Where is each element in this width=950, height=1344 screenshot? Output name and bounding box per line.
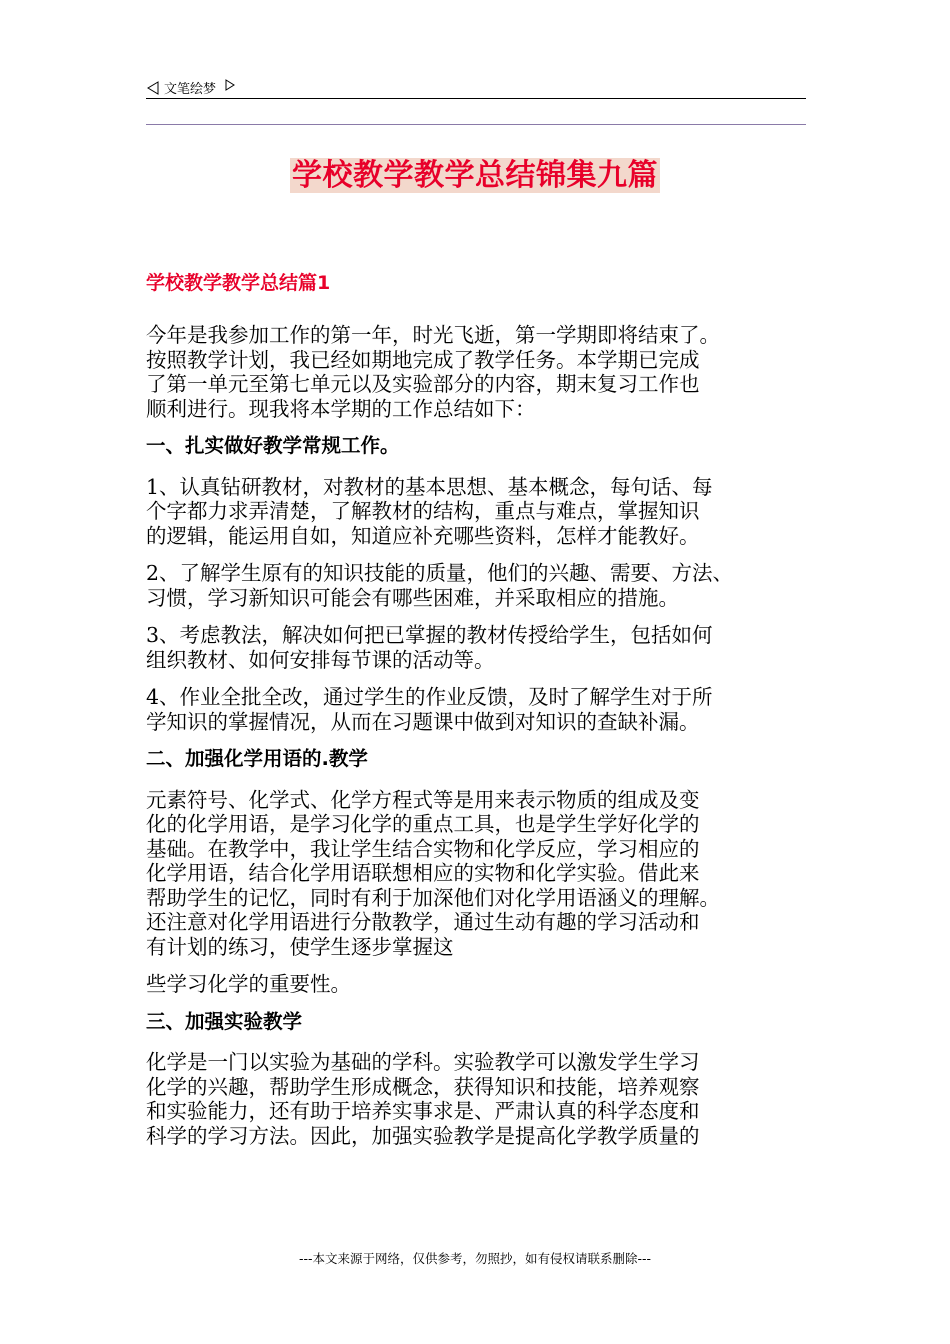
header-subrule xyxy=(146,124,806,125)
subheading xyxy=(146,1010,814,1035)
text-line: 有计划的练习，使学生逐步掌握这 xyxy=(146,934,454,959)
paragraph xyxy=(146,561,814,610)
text-line: 1、认真钻研教材，对教材的基本思想、基本概念，每句话、每 xyxy=(146,474,713,499)
subheading xyxy=(146,434,814,459)
subheading xyxy=(146,747,814,772)
text-line: 顺利进行。现我将本学期的工作总结如下： xyxy=(146,396,536,421)
text-line: 科学的学习方法。因此，加强实验教学是提高化学教学质量的 xyxy=(146,1123,700,1148)
text-line: 和实验能力，还有助于培养实事求是、严肃认真的科学态度和 xyxy=(146,1099,700,1123)
text-line: 化的化学用语，是学习化学的重点工具，也是学生学好化学的 xyxy=(146,812,700,836)
document-title-wrap xyxy=(0,150,950,194)
text-line: 今年是我参加工作的第一年，时光飞逝，第一学期即将结束了。 xyxy=(146,323,720,347)
page-header xyxy=(146,66,806,98)
text-line: 了第一单元至第七单元以及实验部分的内容，期末复习工作也 xyxy=(146,372,700,396)
text-line: 组织教材、如何安排每节课的活动等。 xyxy=(146,647,495,672)
text-line: 2、了解学生原有的知识技能的质量，他们的兴趣、需要、方法、 xyxy=(146,561,734,585)
paragraph xyxy=(146,972,814,997)
text-line: 化学用语，结合化学用语联想相应的实物和化学实验。借此来 xyxy=(146,861,700,885)
paragraph-list xyxy=(146,323,814,1148)
paragraph xyxy=(146,475,814,549)
triangle-left-icon xyxy=(146,81,160,95)
text-line: 帮助学生的记忆，同时有利于加深他们对化学用语涵义的理解。 xyxy=(146,885,720,910)
text-line: 些学习化学的重要性。 xyxy=(146,972,351,996)
paragraph xyxy=(146,623,814,672)
text-line: 元素符号、化学式、化学方程式等是用来表示物质的组成及变 xyxy=(146,787,700,812)
text-line: 二、加强化学用语的.教学 xyxy=(146,747,368,770)
document-title: 学校教学教学总结锦集九篇 xyxy=(292,158,658,193)
text-line: 3、考虑教法，解决如何把已掌握的教材传授给学生，包括如何 xyxy=(146,623,713,647)
text-line: 基础。在教学中，我让学生结合实物和化学反应，学习相应的 xyxy=(146,836,700,861)
text-line: 三、加强实验教学 xyxy=(146,1009,303,1033)
paragraph xyxy=(146,323,814,421)
text-line: 按照教学计划，我已经如期地完成了教学任务。本学期已完成 xyxy=(146,347,700,372)
paragraph xyxy=(146,788,814,960)
header-rule xyxy=(146,98,806,99)
section-title: 学校教学教学总结篇1 xyxy=(146,272,331,294)
text-line: 4、作业全批全改，通过学生的作业反馈，及时了解学生对于所 xyxy=(146,685,713,709)
text-line: 化学是一门以实验为基础的学科。实验教学可以激发学生学习 xyxy=(146,1050,700,1074)
paragraph xyxy=(146,1050,814,1148)
triangle-right-icon xyxy=(224,79,236,91)
text-line: 个字都力求弄清楚，了解教材的结构，重点与难点，掌握知识 xyxy=(146,499,700,523)
document-body xyxy=(146,268,814,1161)
header-brand xyxy=(146,78,236,97)
header-text: 文笔绘梦 xyxy=(164,82,217,97)
text-line: 学知识的掌握情况，从而在习题课中做到对知识的查缺补漏。 xyxy=(146,709,700,734)
text-line: 化学的兴趣，帮助学生形成概念，获得知识和技能，培养观察 xyxy=(146,1074,700,1099)
text-line: 的逻辑，能运用自如，知道应补充哪些资料，怎样才能教好。 xyxy=(146,523,700,548)
text-line: 一、扎实做好教学常规工作。 xyxy=(146,434,400,457)
footer-disclaimer: ---本文来源于网络，仅供参考，勿照抄，如有侵权请联系删除--- xyxy=(298,1251,652,1266)
text-line: 习惯，学习新知识可能会有哪些困难，并采取相应的措施。 xyxy=(146,585,679,610)
paragraph xyxy=(146,685,814,734)
text-line: 还注意对化学用语进行分散教学，通过生动有趣的学习活动和 xyxy=(146,910,700,934)
